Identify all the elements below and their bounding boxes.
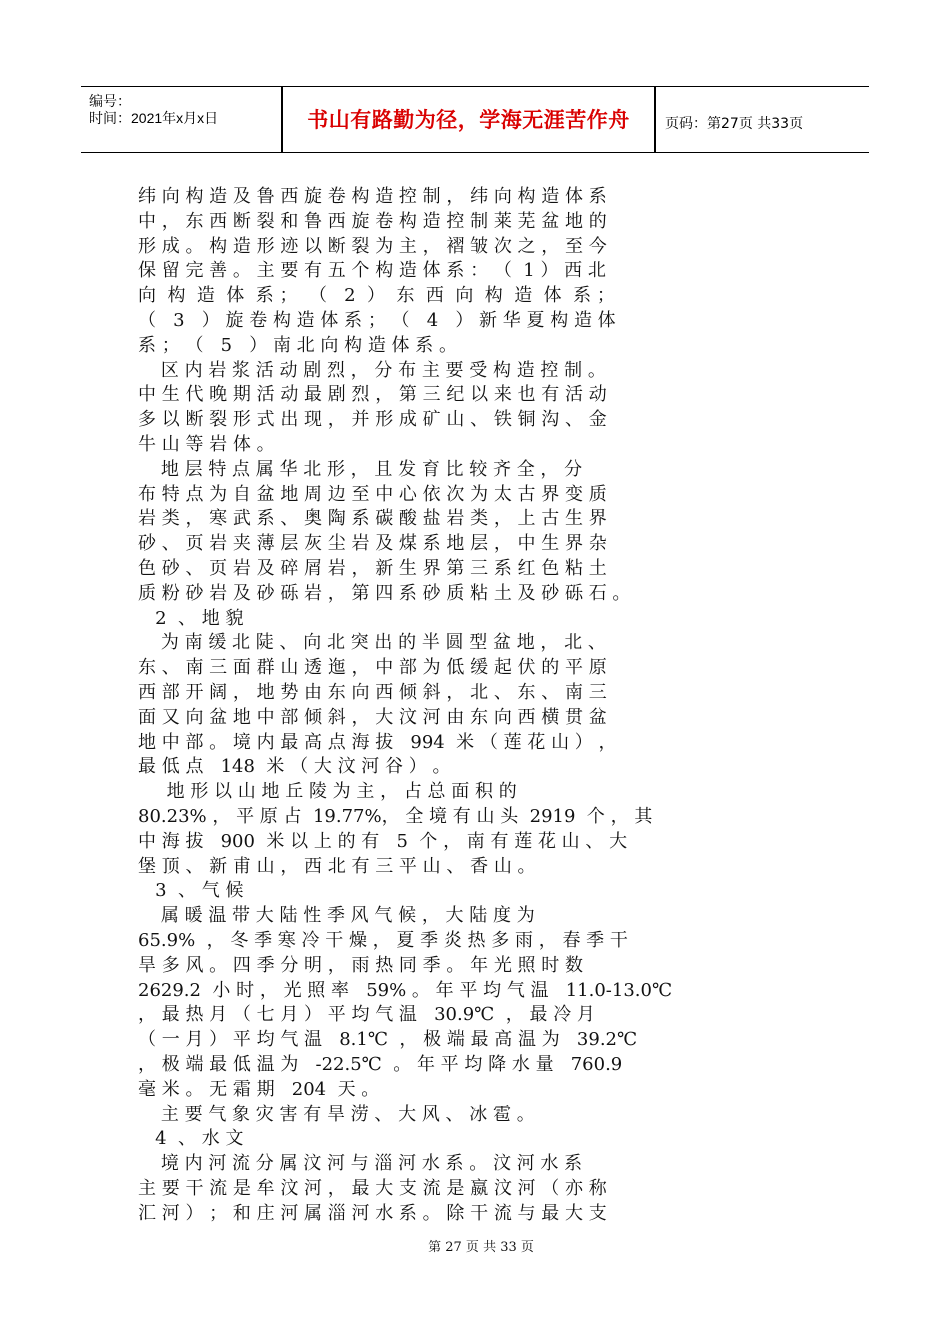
text-line: 质 粉 砂 岩 及 砂 砾 岩 ， 第 四 系 砂 质 粘 土 及 砂 砾 石 。 (138, 582, 631, 604)
text-line: 地 中 部 。 境 内 最 高 点 海 拔 994 米 （ 莲 花 山 ） ， (138, 731, 617, 753)
text-line: 牛 山 等 岩 体 。 (138, 434, 275, 455)
text-line: （ 一 月 ） 平 均 气 温 8.1℃ ， 极 端 最 高 温 为 39.2℃ (138, 1029, 638, 1051)
text-line: 毫 米 。 无 霜 期 204 天 。 (138, 1078, 380, 1100)
text-line: 中 海 拔 900 米 以 上 的 有 5 个 ， 南 有 莲 花 山 、 大 (138, 830, 628, 852)
text-line: 岩 类 ， 寒 武 系 、 奥 陶 系 碳 酸 盐 岩 类 ， 上 古 生 界 (138, 508, 607, 530)
text-line: 形 成 。 构 造 形 迹 以 断 裂 为 主 ， 褶 皱 次 之 ， 至 今 (138, 235, 607, 257)
header-motto: 书山有路勤为径，学海无涯苦作舟 (307, 108, 630, 132)
text-line: 3 、 气 候 (138, 880, 244, 902)
text-line: 旱 多 风 。 四 季 分 明 ， 雨 热 同 季 。 年 光 照 时 数 (138, 954, 583, 976)
text-line: 主 要 干 流 是 牟 汶 河 ， 最 大 支 流 是 嬴 汶 河 （ 亦 称 (138, 1178, 607, 1199)
text-line: 地 形 以 山 地 丘 陵 为 主 ， 占 总 面 积 的 (138, 781, 517, 803)
document-number-label: 编号： (89, 93, 131, 109)
header-divider (654, 87, 656, 152)
text-line: 西 部 开 阔 ， 地 势 由 东 向 西 倾 斜 ， 北 、 东 、 南 三 (138, 682, 607, 703)
page-header (81, 86, 869, 153)
text-line: 向 构 造 体 系 ； （ 2 ） 东 西 向 构 造 体 系 ； (138, 285, 615, 307)
text-line: 中 ， 东 西 断 裂 和 鲁 西 旋 卷 构 造 控 制 莱 芜 盆 地 的 (138, 210, 607, 232)
text-line: 保 留 完 善 。 主 要 有 五 个 构 造 体 系 ： （ 1 ） 西 北 (138, 260, 606, 282)
text-line: 汇 河 ） ； 和 庄 河 属 淄 河 水 系 。 除 干 流 与 最 大 支 (138, 1202, 607, 1224)
text-line: 境 内 河 流 分 属 汶 河 与 淄 河 水 系 。 汶 河 水 系 (138, 1153, 583, 1175)
text-line: 属 暖 温 带 大 陆 性 季 风 气 候 ， 大 陆 度 为 (138, 905, 535, 927)
text-line: （ 3 ） 旋 卷 构 造 体 系 ； （ 4 ） 新 华 夏 构 造 体 (138, 310, 616, 331)
text-line: 布 特 点 为 自 盆 地 周 边 至 中 心 依 次 为 太 古 界 变 质 (138, 483, 607, 505)
text-line: 纬 向 构 造 及 鲁 西 旋 卷 构 造 控 制 ， 纬 向 构 造 体 系 (138, 186, 607, 207)
text-line: 80.23% ， 平 原 占 19.77%， 全 境 有 山 头 2919 个 ， 其 (138, 806, 653, 827)
text-line: 主 要 气 象 灾 害 有 旱 涝 、 大 风 、 冰 雹 。 (138, 1103, 535, 1125)
header-page-info: 页码：第27页 共33页 (665, 116, 804, 132)
page-footer: 第 27 页 共 33 页 (428, 1240, 534, 1255)
text-line: 堡 顶 、 新 甫 山 ， 西 北 有 三 平 山 、 香 山 。 (138, 855, 536, 877)
document-time-label: 时间：2021年x月x日 (89, 110, 219, 126)
text-line: ， 最 热 月 （ 七 月 ） 平 均 气 温 30.9℃ ， 最 冷 月 (138, 1004, 595, 1026)
header-meta (89, 93, 218, 127)
text-line: 砂 、 页 岩 夹 薄 层 灰 尘 岩 及 煤 系 地 层 ， 中 生 界 杂 (138, 533, 607, 555)
text-line: 最 低 点 148 米 （ 大 汶 河 谷 ） 。 (138, 756, 451, 778)
text-line: 为 南 缓 北 陡 、 向 北 突 出 的 半 圆 型 盆 地 ， 北 、 (138, 632, 606, 654)
text-line: 65.9% ， 冬 季 寒 冷 干 燥 ， 夏 季 炎 热 多 雨 ， 春 季 干 (138, 930, 628, 951)
text-line: 面 又 向 盆 地 中 部 倾 斜 ， 大 汶 河 由 东 向 西 横 贯 盆 (138, 706, 607, 728)
text-line: 色 砂 、 页 岩 及 碎 屑 岩 ， 新 生 界 第 三 系 红 色 粘 土 (138, 558, 607, 579)
text-line: 地 层 特 点 属 华 北 形 ， 且 发 育 比 较 齐 全 ， 分 (138, 458, 583, 480)
text-line: 中 生 代 晚 期 活 动 最 剧 烈 ， 第 三 纪 以 来 也 有 活 动 (138, 384, 607, 406)
text-line: 系 ； （ 5 ） 南 北 向 构 造 体 系 。 (138, 334, 457, 356)
text-line: 多 以 断 裂 形 式 出 现 ， 并 形 成 矿 山 、 铁 铜 沟 、 金 (138, 409, 607, 431)
text-line: 4 、 水 文 (138, 1128, 244, 1150)
text-line: 区 内 岩 浆 活 动 剧 烈 ， 分 布 主 要 受 构 造 控 制 。 (138, 359, 606, 381)
text-line: 东 、 南 三 面 群 山 透 迤 ， 中 部 为 低 缓 起 伏 的 平 原 (138, 657, 607, 679)
text-line: ， 极 端 最 低 温 为 -22.5℃ 。 年 平 均 降 水 量 760.9 (138, 1054, 623, 1075)
text-line: 2 、 地 貌 (138, 607, 244, 629)
text-line: 2629.2 小 时 ， 光 照 率 59% 。 年 平 均 气 温 11.0-13.0℃ (138, 979, 673, 1001)
